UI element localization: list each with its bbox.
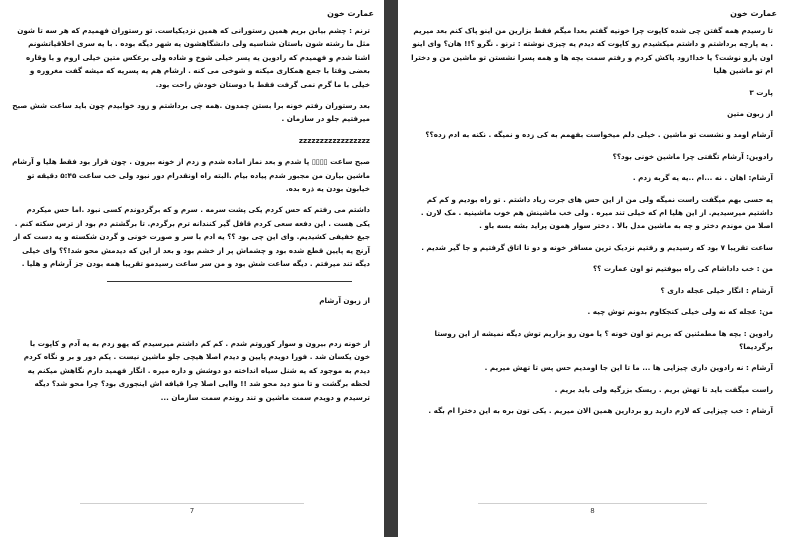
page-number: 7 bbox=[189, 507, 195, 515]
document-page-8 bbox=[398, 0, 787, 537]
page-header: عمارت خون bbox=[730, 9, 777, 18]
paragraph: صبح ساعت ▯▯▯▯ پا شدم و بعد نماز اماده شدم و زدم از خونه بیرون . چون قرار بود فقط هلیا و آرشام ماشین بیارن من مجبور شدم پیاده بیام .البته راه اونقدرام دور نبود ولی خب ساعت ۵:۴۵ دقیقه تو خیابون بودن یه ذره بده. bbox=[12, 157, 370, 194]
paragraph: آرشام : انگار خیلی عجله داری ؟ bbox=[660, 285, 773, 295]
page-header: عمارت خون bbox=[327, 9, 374, 18]
horizontal-rule bbox=[107, 281, 352, 282]
paragraph: تا رسیدم همه گفتن چی شده کاپوت چرا خونیه گفتم بعدا میگم فقط بزارین من اینو پاک کنم بعد میریم . یه پارچه برداشتم و داشتم میکشیدم رو کاپوت که دیدم یه چیزی نوشته : ترنو . نگرو ؟!! هان؟ وای اینو اون یارو نوشت؟ یا خدا!زود پاکش کردم و رفتم سمت بچه ها و همه پسرا نشستن تو ماشین من و دخترا ام تو ماشین هلیا bbox=[411, 26, 773, 76]
paragraph: رادوین: آرشام تگفتی چرا ماشین خونی بود؟؟ bbox=[612, 151, 773, 161]
paragraph: آرشام: اهان . نه ...ام ..یه یه گربه زدم . bbox=[632, 173, 773, 183]
paragraph: ساعت تقریبا ۷ بود که رسیدیم و رفتیم نزدیک ترین مسافر خونه و دو تا اتاق گرفتیم و جا گیر شدیم . bbox=[421, 242, 773, 252]
paragraph: zzzzzzzzzzzzzzzzz bbox=[298, 135, 370, 145]
paragraph: از زبون متین bbox=[727, 109, 773, 119]
paragraph: آرشام : خب چیزایی که لازم دارید رو بردارین همین الان میریم . یکی تون بره به این دخترا ام بگه . bbox=[428, 406, 773, 416]
page-content bbox=[12, 24, 370, 412]
paragraph: رادوین : بچه ها مطمئنین که بریم تو اون خونه ؟ یا مون رو بزاریم توش دیگه نمیشه از این روستا برگردیما؟ bbox=[434, 328, 773, 351]
paragraph: بعد رستوران رفتم خونه برا بستن چمدون .همه چی برداشتم و زود خوابیدم چون باید ساعت شش صبح میرفتیم جلو در سازمان . bbox=[12, 101, 370, 124]
paragraph: پارت ۳ bbox=[749, 87, 773, 97]
paragraph: من : خب داداشام کی راه بیوفتیم تو اون عمارت ؟؟ bbox=[593, 264, 773, 274]
page-number: 8 bbox=[590, 507, 595, 515]
paragraph: من: عجله که نه ولی خیلی کنجکاوم بدونم توش چیه . bbox=[587, 307, 773, 317]
footer-divider bbox=[478, 503, 707, 504]
paragraph: آرشام اومد و نشست تو ماشین . خیلی دلم میخواست بفهمم به کی زده و نمیگه . نکنه به ادم زده؟؟ bbox=[425, 130, 773, 140]
paragraph: آرشام : نه رادوین داری چیزایی ها ... ما تا این جا اومدیم حس پس تا تهش میریم . bbox=[484, 363, 773, 373]
paragraph: ترنم : چشم بیابن بریم همین رستورانی که همین نزدیکیاست. تو رستوران فهمیدم که هر سه تا شون مثل ما رشته شون باستان شناسیه ولی دانشگاهشون یه شهر دیگه بوده . با یه سری اخلاقیاتشونم اشنا شدم و فهمیدم که رادوین یه پسر خیلی شوخ و شاده ولی برعکس متین خیلی اروم و با وقاره بعضی وقتا با جمع همکاری میکنه و شوخی می کنه . ارشام هم یه پسریه که میشه گفت مغروره و خیلی با ما گرم نمی گرفت فقط با دوستان خودش راحت بود. bbox=[17, 26, 370, 89]
paragraph: داشتم می رفتم که حس کردم یکی پشت سرمه . سرم و که برگردوندم کسی نبود .اما حس میکردم یکی هست . این دفعه سعی کردم قافل گیر کنندانه ترم برگردم. تا برگشتم دم بود از ترس سکته کنم . جیغ خفیفی کشیدیم. وای این چی بود ؟؟ یه ادم با سر و صورت خونی و گردن شکسته و یه دست که از آرنج یه پایین قطع شده بود و چشماش پر از خشم بود و بعد از این که دیدمش محو شد!؟؟ وای خیلی دیگه تند میرفتم . دیگه ساعت شش بود و من سر ساعت رسیدمو تقریبا همه بودن جز آرشام و هلیا . bbox=[13, 205, 370, 269]
paragraph: راست میگفت باید تا تهش بریم . ریسک بزرگیه ولی باید بریم . bbox=[554, 384, 773, 394]
page-content bbox=[410, 24, 773, 426]
paragraph: یه حسی بهم میگفت راست نمیگه ولی من از این حس های جرت زیاد داشتم . تو راه بودیم و کم کم داشتیم میرسیدیم. از این هلیا ام که خیلی تند میره . ولی خب ماشینش هم خوب ماشینیه . مک لارن . اصلا من موندم دختر و چه به ماشین مدل بالا . دختر سوار همون پراید بشه بسه باو . bbox=[420, 194, 773, 231]
paragraph: از زبون آرشام bbox=[319, 295, 370, 305]
document-page-7 bbox=[0, 0, 384, 537]
paragraph: از خونه زدم بیرون و سوار کوروتم شدم . کم کم داشتم میرسیدم که یهو زدم به یه آدم و کاپوت با خون یکسان شد . فورا دویدم پایین و دیدم اصلا هیچی جلو ماشین نیست . یکم دور و بر و نگاه کردم دیدم به موجود که یه شنل سیاه انداخته دو دوشش و داره میره . انگار فهمید دارم نگاهش میکنم یه لحظه برگشت و تا منو دید محو شد !! واایی اصلا چرا قیافه اش اینجوری بود؟ چرا محو شد؟ دیگه ترسیدم و دویدم سمت ماشین و تند روندم سمت سازمان ... bbox=[23, 338, 370, 402]
blank-space bbox=[12, 315, 370, 337]
footer-divider bbox=[80, 503, 304, 504]
page-gutter bbox=[384, 0, 398, 537]
